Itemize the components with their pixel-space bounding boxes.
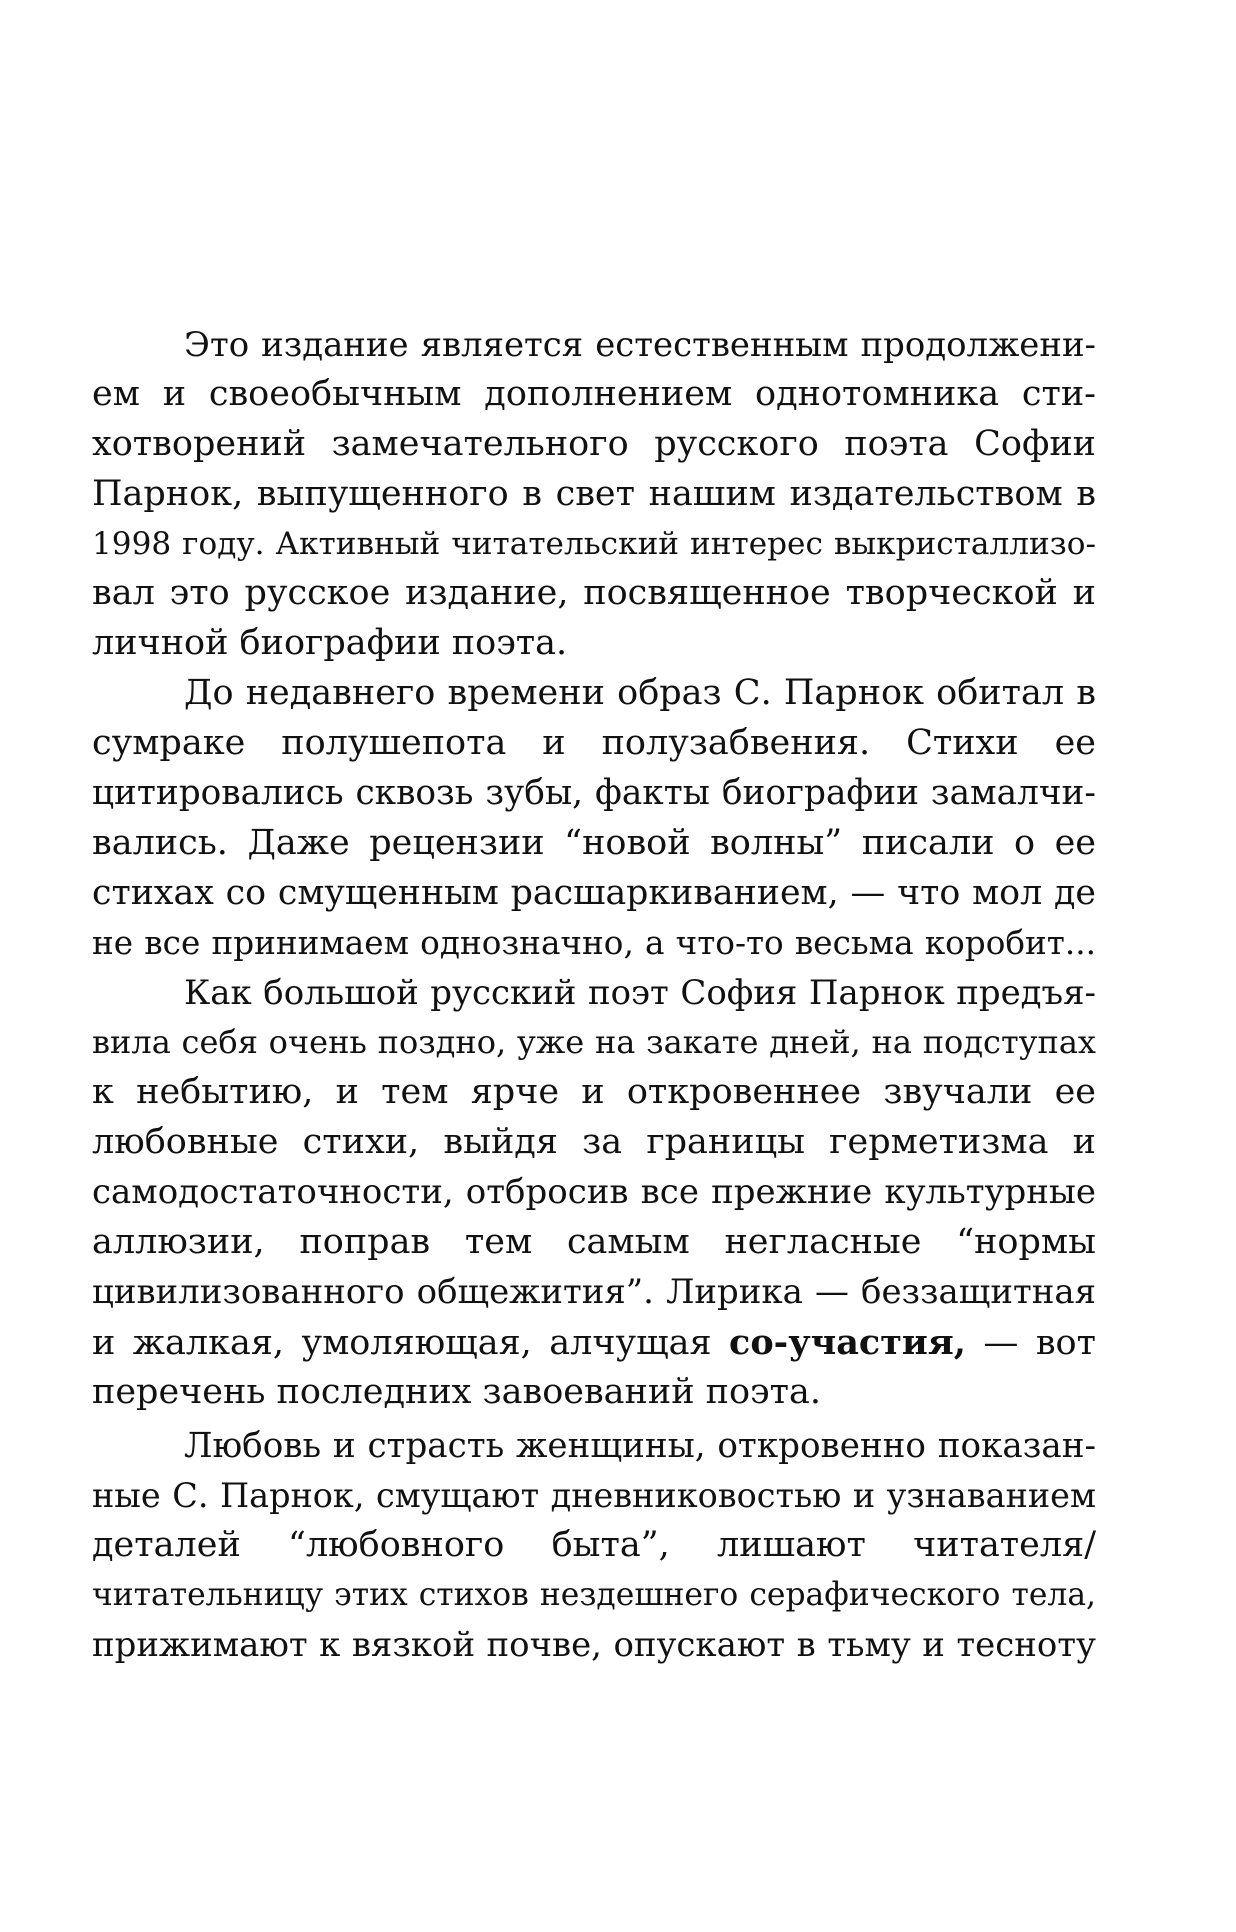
text-line: личной биографии поэта. <box>92 623 568 664</box>
bold-phrase: со-участия, <box>729 1321 966 1363</box>
text-line: стихах со смущенным расшаркиванием, — что мол де <box>92 872 1096 913</box>
text-line: не все принимаем однозначно, а что-то весьма коробит... <box>92 923 1096 962</box>
text-line: прижимают к вязкой почве, опускают в тьму и тесноту <box>92 1626 1096 1666</box>
text-line: 1998 году. Активный читательский интерес выкристаллизо- <box>92 525 1096 562</box>
text-fragment: — вот <box>983 1322 1096 1363</box>
text-line: Любовь и страсть женщины, откровенно показан- <box>184 1425 1096 1466</box>
text-line: читательницу этих стихов нездешнего серафического тела, <box>92 1577 1096 1614</box>
text-line: вал это русское издание, посвященное творческой и <box>92 573 1096 614</box>
text-line: Это издание является естественным продолжени- <box>184 325 1096 364</box>
text-line-mixed <box>92 1318 1096 1368</box>
text-line: ные С. Парнок, смущают дневниковостью и узнаванием <box>92 1476 1096 1516</box>
text-line: вались. Даже рецензии “новой волны” писали о ее <box>92 822 1096 863</box>
text-line: деталей “любовного быта”, лишают читателя/ <box>92 1525 1096 1566</box>
text-line: цивилизованного общежития”. Лирика — беззащитная <box>92 1271 1096 1312</box>
text-line: Парнок, выпущенного в свет нашим издательством в <box>92 473 1096 514</box>
text-line: перечень последних завоеваний поэта. <box>92 1371 822 1412</box>
text-line: вила себя очень поздно, уже на закате дней, на подступах <box>92 1023 1096 1062</box>
text-line: к небытию, и тем ярче и откровеннее звучали ее <box>92 1072 1096 1113</box>
text-line: любовные стихи, выйдя за границы герметизма и <box>92 1122 1096 1163</box>
text-line: самодостаточности, отбросив все прежние культурные <box>92 1172 1096 1213</box>
text-line: Как большой русский поэт София Парнок предъя- <box>184 973 1096 1013</box>
text-fragment: и жалкая, умоляющая, алчущая <box>92 1322 712 1363</box>
text-line: ем и своеобычным дополнением однотомника сти- <box>92 373 1096 414</box>
text-line: аллюзии, поправ тем самым негласные “нормы <box>92 1222 1096 1263</box>
text-line: До недавнего времени образ С. Парнок обитал в <box>184 673 1096 714</box>
text-line: хотворений замечательного русского поэта Софии <box>92 423 1096 464</box>
text-line: сумраке полушепота и полузабвения. Стихи ее <box>92 723 1096 764</box>
body-text <box>92 320 1096 1671</box>
text-line: цитировались сквозь зубы, факты биографии замалчи- <box>92 773 1096 814</box>
